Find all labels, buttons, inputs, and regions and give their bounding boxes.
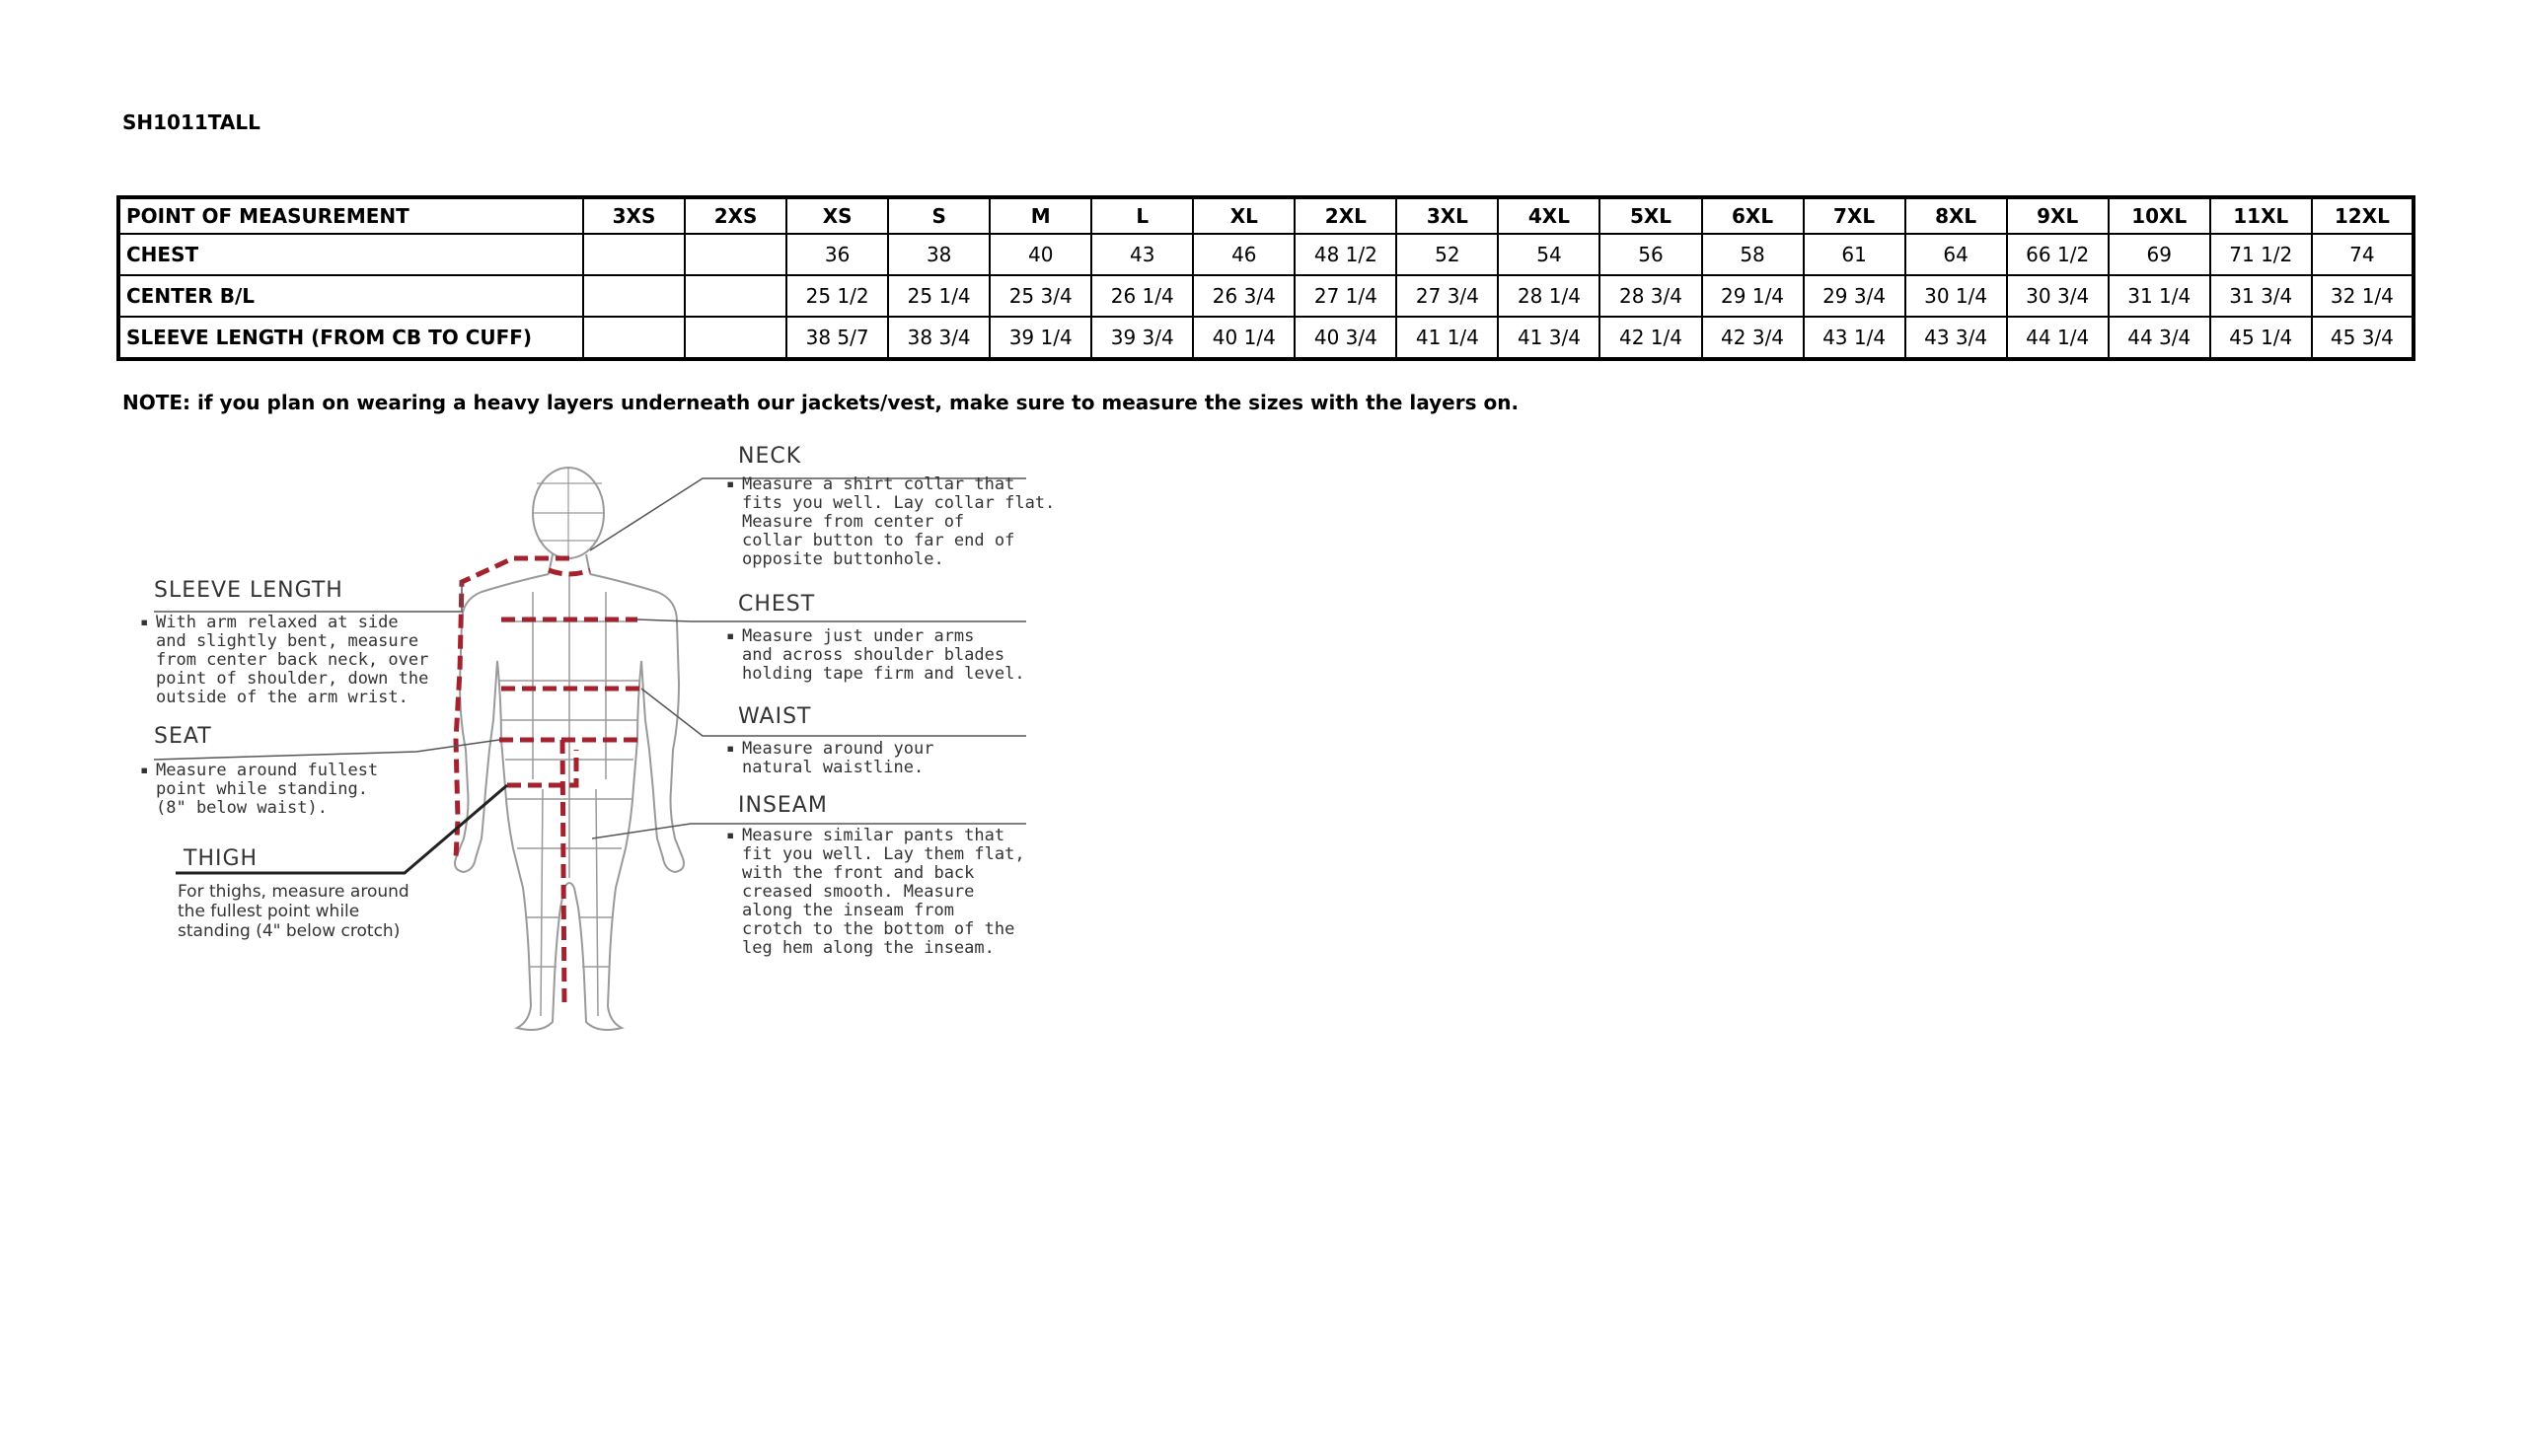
table-cell: 38 3/4 (888, 317, 990, 359)
table-cell: 28 1/4 (1498, 275, 1599, 317)
table-cell: 26 1/4 (1091, 275, 1193, 317)
table-cell (583, 317, 685, 359)
header-size: M (990, 197, 1091, 234)
body-figure (455, 468, 684, 1030)
header-size: XS (786, 197, 888, 234)
table-cell: 45 1/4 (2210, 317, 2312, 359)
header-size: 8XL (1905, 197, 2007, 234)
header-size: XL (1193, 197, 1295, 234)
table-cell: 66 1/2 (2007, 234, 2109, 275)
header-size: 5XL (1599, 197, 1701, 234)
table-cell: 30 3/4 (2007, 275, 2109, 317)
header-size: 6XL (1702, 197, 1804, 234)
table-cell: 36 (786, 234, 888, 275)
table-cell: 28 3/4 (1599, 275, 1701, 317)
header-size: 2XS (685, 197, 786, 234)
table-cell: 69 (2109, 234, 2210, 275)
table-cell: 42 1/4 (1599, 317, 1701, 359)
measurement-diagram (0, 424, 1085, 1036)
table-cell: 61 (1804, 234, 1905, 275)
table-cell: 27 3/4 (1396, 275, 1498, 317)
table-cell: 32 1/4 (2312, 275, 2414, 317)
table-cell: 43 1/4 (1804, 317, 1905, 359)
table-row (118, 317, 2414, 359)
table-cell: 71 1/2 (2210, 234, 2312, 275)
document-title: SH1011TALL (122, 110, 260, 134)
chest-description: ▪ Measure just under arms and across shoulder blades holding tape firm and level. (742, 627, 1025, 684)
seat-heading: SEAT (154, 724, 212, 749)
table-cell: 56 (1599, 234, 1701, 275)
table-cell: 52 (1396, 234, 1498, 275)
measurement-lines (456, 558, 639, 1006)
table-cell: 41 1/4 (1396, 317, 1498, 359)
header-size: 11XL (2210, 197, 2312, 234)
thigh-description: For thighs, measure around the fullest point while standing (4" below crotch) (178, 882, 409, 941)
header-size: S (888, 197, 990, 234)
size-chart-table (116, 195, 2415, 361)
header-size: 9XL (2007, 197, 2109, 234)
table-cell: 25 3/4 (990, 275, 1091, 317)
table-cell: 38 5/7 (786, 317, 888, 359)
table-cell: 29 1/4 (1702, 275, 1804, 317)
header-size: 4XL (1498, 197, 1599, 234)
row-label: CENTER B/L (118, 275, 583, 317)
waist-heading: WAIST (738, 704, 812, 729)
table-cell: 25 1/2 (786, 275, 888, 317)
table-body (118, 234, 2414, 359)
table-cell: 27 1/4 (1295, 275, 1396, 317)
table-cell: 58 (1702, 234, 1804, 275)
chest-heading: CHEST (738, 592, 816, 617)
inseam-description: ▪ Measure similar pants that fit you well. Lay them flat, with the front and back creased smooth. Measure along the inseam from crotch to the bottom of the leg hem along the inseam. (742, 827, 1025, 958)
table-cell: 39 1/4 (990, 317, 1091, 359)
table-cell: 38 (888, 234, 990, 275)
table-cell: 48 1/2 (1295, 234, 1396, 275)
table-row (118, 275, 2414, 317)
layering-note: NOTE: if you plan on wearing a heavy layers underneath our jackets/vest, make sure to measure the sizes with the layers on. (122, 391, 1520, 414)
inseam-heading: INSEAM (738, 793, 828, 818)
waist-description: ▪ Measure around your natural waistline. (742, 740, 933, 777)
table-cell: 44 1/4 (2007, 317, 2109, 359)
seat-description: ▪ Measure around fullest point while standing. (8" below waist). (156, 762, 378, 818)
table-cell: 64 (1905, 234, 2007, 275)
table-cell: 42 3/4 (1702, 317, 1804, 359)
table-cell: 39 3/4 (1091, 317, 1193, 359)
table-cell: 31 3/4 (2210, 275, 2312, 317)
table-cell: 41 3/4 (1498, 317, 1599, 359)
table-cell: 30 1/4 (1905, 275, 2007, 317)
header-size: 10XL (2109, 197, 2210, 234)
sleeve-length-heading: SLEEVE LENGTH (154, 578, 343, 603)
neck-measure-line (549, 570, 590, 574)
header-size: 3XL (1396, 197, 1498, 234)
header-size: 7XL (1804, 197, 1905, 234)
table-cell (685, 275, 786, 317)
table-cell: 46 (1193, 234, 1295, 275)
table-cell: 45 3/4 (2312, 317, 2414, 359)
table-cell: 74 (2312, 234, 2414, 275)
table-cell (583, 234, 685, 275)
table-cell: 44 3/4 (2109, 317, 2210, 359)
header-size: L (1091, 197, 1193, 234)
header-size: 12XL (2312, 197, 2414, 234)
table-cell: 40 3/4 (1295, 317, 1396, 359)
neck-heading: NECK (738, 444, 802, 469)
thigh-heading: THIGH (184, 846, 259, 871)
table-cell (685, 234, 786, 275)
sleeve-length-description: ▪ With arm relaxed at side and slightly bent, measure from center back neck, over point of shoulder, down the outside of the arm wrist. (156, 614, 428, 707)
table-cell: 43 (1091, 234, 1193, 275)
header-size: 2XL (1295, 197, 1396, 234)
table-row (118, 234, 2414, 275)
table-cell: 54 (1498, 234, 1599, 275)
table-cell (685, 317, 786, 359)
neck-description: ▪ Measure a shirt collar that fits you well. Lay collar flat. Measure from center of collar button to far end of opposite buttonhole. (742, 475, 1055, 569)
table-cell: 29 3/4 (1804, 275, 1905, 317)
table-cell: 40 (990, 234, 1091, 275)
table-cell: 43 3/4 (1905, 317, 2007, 359)
row-label: CHEST (118, 234, 583, 275)
inseam-measure-line (562, 740, 564, 1006)
table-cell: 40 1/4 (1193, 317, 1295, 359)
table-header-row (118, 197, 2414, 234)
table-cell: 25 1/4 (888, 275, 990, 317)
header-point-of-measurement: POINT OF MEASUREMENT (118, 197, 583, 234)
table-cell: 26 3/4 (1193, 275, 1295, 317)
row-label: SLEEVE LENGTH (FROM CB TO CUFF) (118, 317, 583, 359)
header-size: 3XS (583, 197, 685, 234)
table-cell: 31 1/4 (2109, 275, 2210, 317)
table-cell (583, 275, 685, 317)
thigh-measure-line (507, 750, 576, 785)
